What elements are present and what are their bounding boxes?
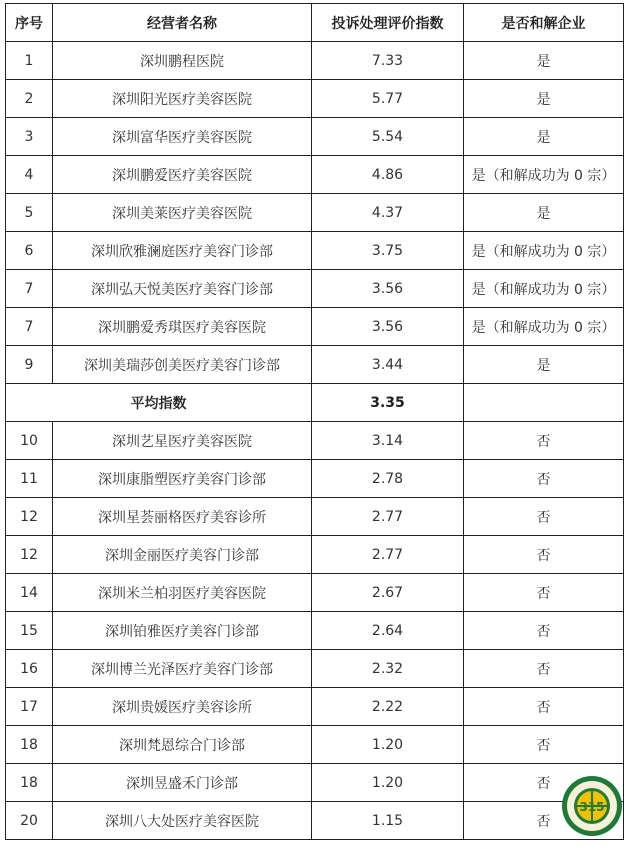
cell-name: 深圳星荟丽格医疗美容诊所 (53, 498, 312, 536)
cell-no: 15 (6, 612, 53, 650)
cell-no: 20 (6, 802, 53, 840)
cell-name: 深圳欣雅澜庭医疗美容门诊部 (53, 232, 312, 270)
cell-name: 深圳美莱医疗美容医院 (53, 194, 312, 232)
cell-no: 16 (6, 650, 53, 688)
cell-index: 2.32 (312, 650, 464, 688)
cell-name: 深圳贵媛医疗美容诊所 (53, 688, 312, 726)
cell-no: 3 (6, 118, 53, 156)
cell-index: 5.54 (312, 118, 464, 156)
cell-settle: 是（和解成功为 0 宗） (464, 308, 624, 346)
cell-index: 2.77 (312, 498, 464, 536)
cell-settle: 否 (464, 726, 624, 764)
table-row (6, 460, 624, 498)
cell-index: 3.44 (312, 346, 464, 384)
cell-settle: 否 (464, 574, 624, 612)
table-row (6, 42, 624, 80)
table-row (6, 232, 624, 270)
cell-settle: 是（和解成功为 0 宗） (464, 232, 624, 270)
header-index: 投诉处理评价指数 (312, 4, 464, 42)
cell-index: 2.67 (312, 574, 464, 612)
table-header-row (6, 4, 624, 42)
table-row (6, 422, 624, 460)
cell-settle: 否 (464, 498, 624, 536)
cell-settle: 否 (464, 764, 624, 802)
cell-name: 深圳阳光医疗美容医院 (53, 80, 312, 118)
cell-no: 4 (6, 156, 53, 194)
cell-settle: 是 (464, 194, 624, 232)
table-row (6, 194, 624, 232)
cell-no: 7 (6, 308, 53, 346)
cell-no: 9 (6, 346, 53, 384)
cell-name: 深圳金丽医疗美容门诊部 (53, 536, 312, 574)
cell-settle: 否 (464, 802, 624, 840)
cell-index: 2.22 (312, 688, 464, 726)
table-row (6, 80, 624, 118)
table-row (6, 498, 624, 536)
cell-index: 2.78 (312, 460, 464, 498)
cell-no: 17 (6, 688, 53, 726)
cell-settle: 否 (464, 688, 624, 726)
cell-name: 深圳富华医疗美容医院 (53, 118, 312, 156)
table-row (6, 650, 624, 688)
cell-index: 2.77 (312, 536, 464, 574)
header-no: 序号 (6, 4, 53, 42)
header-settle: 是否和解企业 (464, 4, 624, 42)
cell-index: 1.15 (312, 802, 464, 840)
cell-settle: 否 (464, 536, 624, 574)
cell-name: 深圳弘天悦美医疗美容门诊部 (53, 270, 312, 308)
cell-no: 7 (6, 270, 53, 308)
cell-name: 深圳鹏爱秀琪医疗美容医院 (53, 308, 312, 346)
cell-no: 5 (6, 194, 53, 232)
cell-name: 深圳康脂塑医疗美容门诊部 (53, 460, 312, 498)
cell-name: 深圳八大处医疗美容医院 (53, 802, 312, 840)
complaint-index-table (5, 3, 624, 840)
cell-settle: 是 (464, 42, 624, 80)
cell-settle: 否 (464, 650, 624, 688)
cell-settle: 否 (464, 612, 624, 650)
cell-settle: 是 (464, 80, 624, 118)
svg-text:315: 315 (579, 800, 605, 814)
average-label: 平均指数 (6, 384, 312, 422)
cell-index: 2.64 (312, 612, 464, 650)
cell-index: 1.20 (312, 764, 464, 802)
table-row (6, 308, 624, 346)
table-row (6, 270, 624, 308)
table-row (6, 764, 624, 802)
cell-name: 深圳美瑞莎创美医疗美容门诊部 (53, 346, 312, 384)
cell-settle: 是 (464, 346, 624, 384)
table-row (6, 156, 624, 194)
cell-no: 6 (6, 232, 53, 270)
table-row (6, 574, 624, 612)
cell-no: 18 (6, 764, 53, 802)
cell-index: 4.37 (312, 194, 464, 232)
cell-no: 12 (6, 498, 53, 536)
cell-index: 7.33 (312, 42, 464, 80)
cell-index: 1.20 (312, 726, 464, 764)
cell-name: 深圳昱盛禾门诊部 (53, 764, 312, 802)
cell-index: 3.56 (312, 308, 464, 346)
average-row (6, 384, 624, 422)
cell-index: 3.75 (312, 232, 464, 270)
table-row (6, 536, 624, 574)
table-row (6, 688, 624, 726)
cell-name: 深圳米兰柏羽医疗美容医院 (53, 574, 312, 612)
cell-name: 深圳梵恩综合门诊部 (53, 726, 312, 764)
header-name: 经营者名称 (53, 4, 312, 42)
average-value: 3.35 (312, 384, 464, 422)
consumer-council-seal-icon (561, 775, 623, 837)
average-empty (464, 384, 624, 422)
cell-no: 1 (6, 42, 53, 80)
cell-index: 3.56 (312, 270, 464, 308)
table-row (6, 726, 624, 764)
cell-settle: 否 (464, 422, 624, 460)
cell-index: 4.86 (312, 156, 464, 194)
cell-no: 2 (6, 80, 53, 118)
cell-settle: 是（和解成功为 0 宗） (464, 270, 624, 308)
cell-index: 5.77 (312, 80, 464, 118)
cell-settle: 否 (464, 460, 624, 498)
table-row (6, 346, 624, 384)
cell-name: 深圳博兰光泽医疗美容门诊部 (53, 650, 312, 688)
cell-name: 深圳鹏爱医疗美容医院 (53, 156, 312, 194)
cell-name: 深圳艺星医疗美容医院 (53, 422, 312, 460)
cell-no: 18 (6, 726, 53, 764)
cell-name: 深圳鹏程医院 (53, 42, 312, 80)
table-row (6, 612, 624, 650)
table-row (6, 802, 624, 840)
table-row (6, 118, 624, 156)
cell-no: 14 (6, 574, 53, 612)
cell-index: 3.14 (312, 422, 464, 460)
cell-name: 深圳铂雅医疗美容门诊部 (53, 612, 312, 650)
cell-settle: 是 (464, 118, 624, 156)
cell-no: 11 (6, 460, 53, 498)
cell-settle: 是（和解成功为 0 宗） (464, 156, 624, 194)
cell-no: 12 (6, 536, 53, 574)
cell-no: 10 (6, 422, 53, 460)
